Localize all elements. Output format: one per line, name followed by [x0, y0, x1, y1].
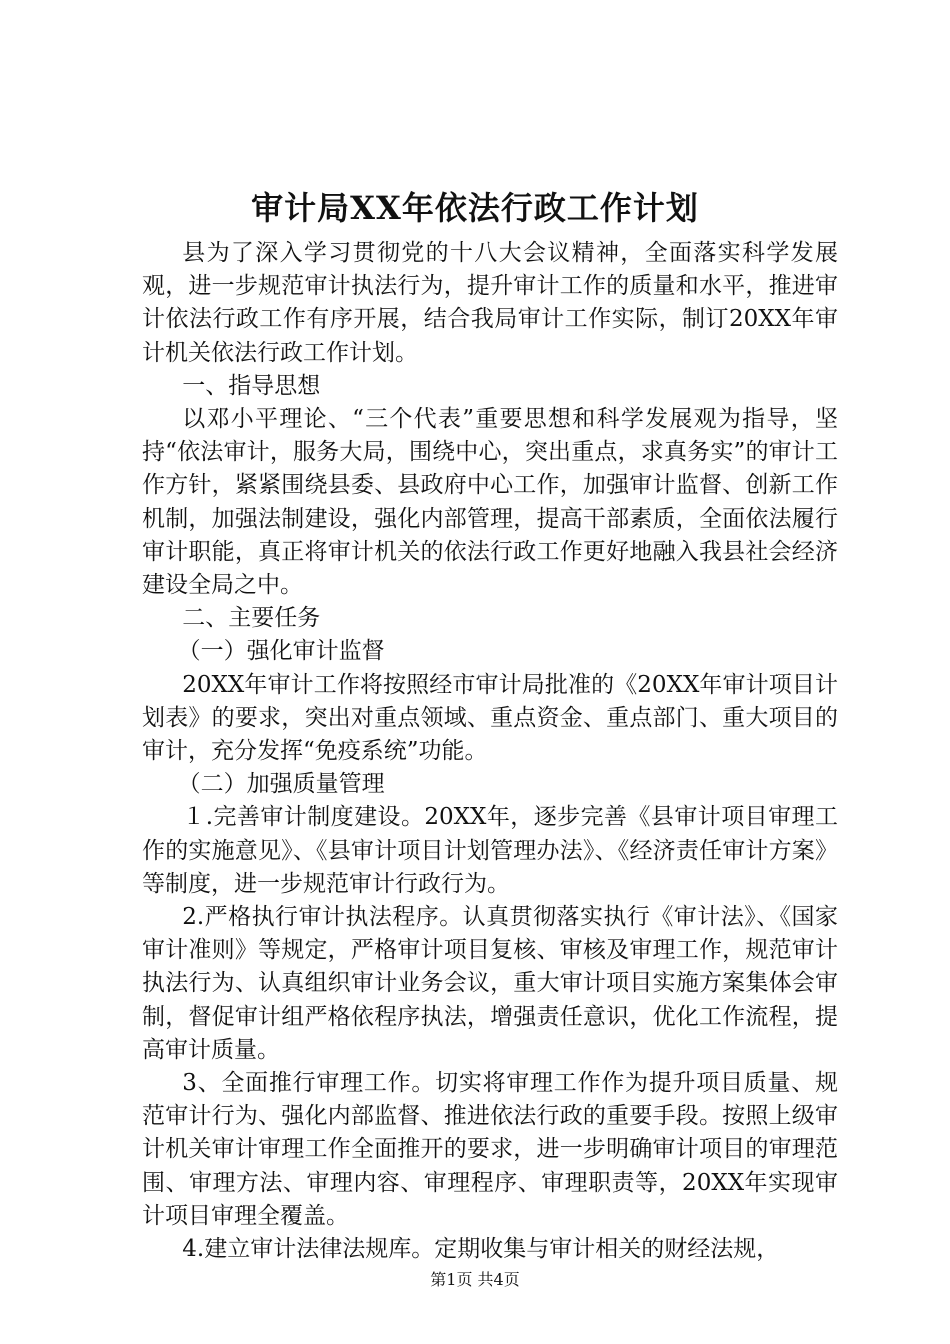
section-heading-main-tasks: 二、主要任务 [182, 605, 321, 632]
subsection-heading-audit-supervision: （一）强化审计监督 [177, 638, 385, 665]
list-item-1: １.完善审计制度建设。20XX年，逐步完善《县审计项目审理工作的实施意见》、《县审计项目计划管理办法》、《经济责任审计方案》等制度，进一步规范审计行政行为。 [142, 804, 838, 897]
document-body [142, 237, 838, 1266]
list-item-4: 4.建立审计法律法规库。定期收集与审计相关的财经法规， [182, 1236, 780, 1263]
page-footer: 第1页 共4页 [430, 1270, 520, 1289]
page-title: 审计局XX年依法行政工作计划 [251, 189, 699, 227]
list-item-2: 2.严格执行审计执法程序。认真贯彻落实执行《审计法》、《国家审计准则》等规定，严格审计项目复核、审核及审理工作，规范审计执法行为、认真组织审计业务会议，重大审计项目实施方案集体会审制，督促审计组严格依程序执法，增强责任意识，优化工作流程，提高审计质量。 [142, 904, 838, 1063]
audit-supervision-paragraph: 20XX年审计工作将按照经市审计局批准的《20XX年审计项目计划表》的要求，突出对重点领域、重点资金、重点部门、重大项目的审计，充分发挥“免疫系统”功能。 [142, 671, 838, 765]
list-item-3: 3、全面推行审理工作。切实将审理工作作为提升项目质量、规范审计行为、强化内部监督、推进依法行政的重要手段。按照上级审计机关审计审理工作全面推开的要求，进一步明确审计项目的审理范围、审理方法、审理内容、审理程序、审理职责等，20XX年实现审计项目审理全覆盖。 [142, 1070, 838, 1229]
guiding-thought-paragraph: 以邓小平理论、“三个代表”重要思想和科学发展观为指导，坚持“依法审计，服务大局，围绕中心，突出重点，求真务实”的审计工作方针，紧紧围绕县委、县政府中心工作，加强审计监督、创新工作机制，加强法制建设，强化内部管理，提高干部素质，全面依法履行审计职能，真正将审计机关的依法行政工作更好地融入我县社会经济建设全局之中。 [142, 406, 838, 599]
subsection-heading-quality-management: （二）加强质量管理 [177, 771, 385, 798]
section-heading-guiding-thought: 一、指导思想 [182, 372, 321, 399]
intro-paragraph: 县为了深入学习贯彻党的十八大会议精神，全面落实科学发展观，进一步规范审计执法行为，提升审计工作的质量和水平，推进审计依法行政工作有序开展，结合我局审计工作实际，制订20XX年审计机关依法行政工作计划。 [142, 240, 838, 366]
